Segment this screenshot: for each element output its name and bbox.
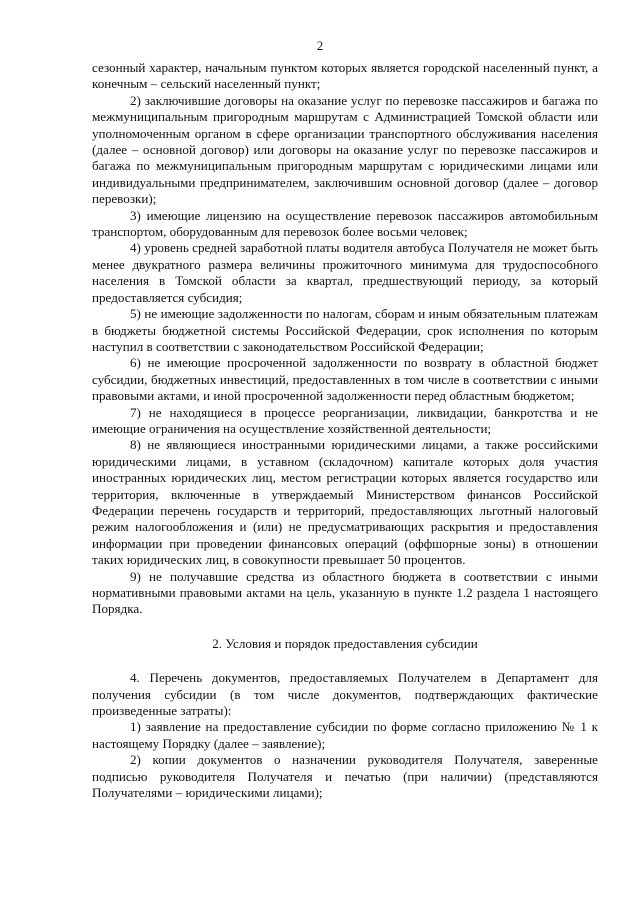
list-item-4: 4) уровень средней заработной платы водителя автобуса Получателя не может быть менее двукратного размера величины прожиточного минимума для трудоспособного населения в Томской области за квартал, предшествующий периоду, за который предоставляется субсидия; xyxy=(92,240,598,305)
list-item-2: 2) заключившие договоры на оказание услуг по перевозке пассажиров и багажа по межмуниципальным пригородным маршрутам с Администрацией Томской области или уполномоченным органом в сфере организации транспортного обслуживания населения (далее – основной договор) или договоры на оказание услуг по перевозке пассажиров и багажа по межмуниципальным пригородным маршрутам с юридическими лицами или индивидуальными предпринимателем, заключившим основной договор (далее – договор перевозки); xyxy=(92,92,598,207)
list-item-5: 5) не имеющие задолженности по налогам, сборам и иным обязательным платежам в бюджеты бюджетной системы Российской Федерации, срок исполнения по которым наступил в соответствии с законодательством Российской Федерации; xyxy=(92,306,598,354)
clause-4: 4. Перечень документов, предоставляемых Получателем в Департамент для получения субсидии (в том числе документов, подтверждающих фактические произведенные затраты): xyxy=(92,670,598,719)
document-body xyxy=(92,60,598,801)
list-item-3: 3) имеющие лицензию на осуществление перевозок пассажиров автомобильным транспортом, оборудованным для перевозок более восьми человек; xyxy=(92,207,598,240)
list-item-8: 8) не являющиеся иностранными юридическими лицами, а также российскими юридическими лицами, в уставном (складочном) капитале которых доля участия иностранных юридических лиц, местом регистрации которых является государство или территория, включенные в утверждаемый Министерством финансов Российской Федерации перечень государств и территорий, предоставляющих льготный налоговый режим налогообложения и (или) не предусматривающих раскрытия и предоставления информации при проведении финансовых операций (оффшорные зоны) в отношении таких юридических лиц, в совокупности превышает 50 процентов. xyxy=(92,437,598,568)
clause-4-item-1: 1) заявление на предоставление субсидии по форме согласно приложению № 1 к настоящему Порядку (далее – заявление); xyxy=(92,719,598,751)
list-item-9: 9) не получавшие средства из областного бюджета в соответствии с иными нормативными правовыми актами на цель, указанную в пункте 1.2 раздела 1 настоящего Порядка. xyxy=(92,568,598,617)
section-heading: 2. Условия и порядок предоставления субсидии xyxy=(212,635,478,651)
list-item-6: 6) не имеющие просроченной задолженности по возврату в областной бюджет субсидии, бюджетных инвестиций, предоставленных в том числе в соответствии с иными правовыми актами, и иной просроченной задолженности перед областным бюджетом; xyxy=(92,355,598,404)
paragraph-continuation: сезонный характер, начальным пунктом которых является городской населенный пункт, а конечным – сельский населенный пункт; xyxy=(92,60,598,92)
clause-4-item-2: 2) копии документов о назначении руководителя Получателя, заверенные подписью руководителя Получателя и печатью (при наличии) (представляются Получателями – юридическими лицами); xyxy=(92,752,598,801)
list-item-7: 7) не находящиеся в процессе реорганизации, ликвидации, банкротства и не имеющие ограничения на осуществление хозяйственной деятельности; xyxy=(92,404,598,436)
page-number: 2 xyxy=(316,38,324,53)
